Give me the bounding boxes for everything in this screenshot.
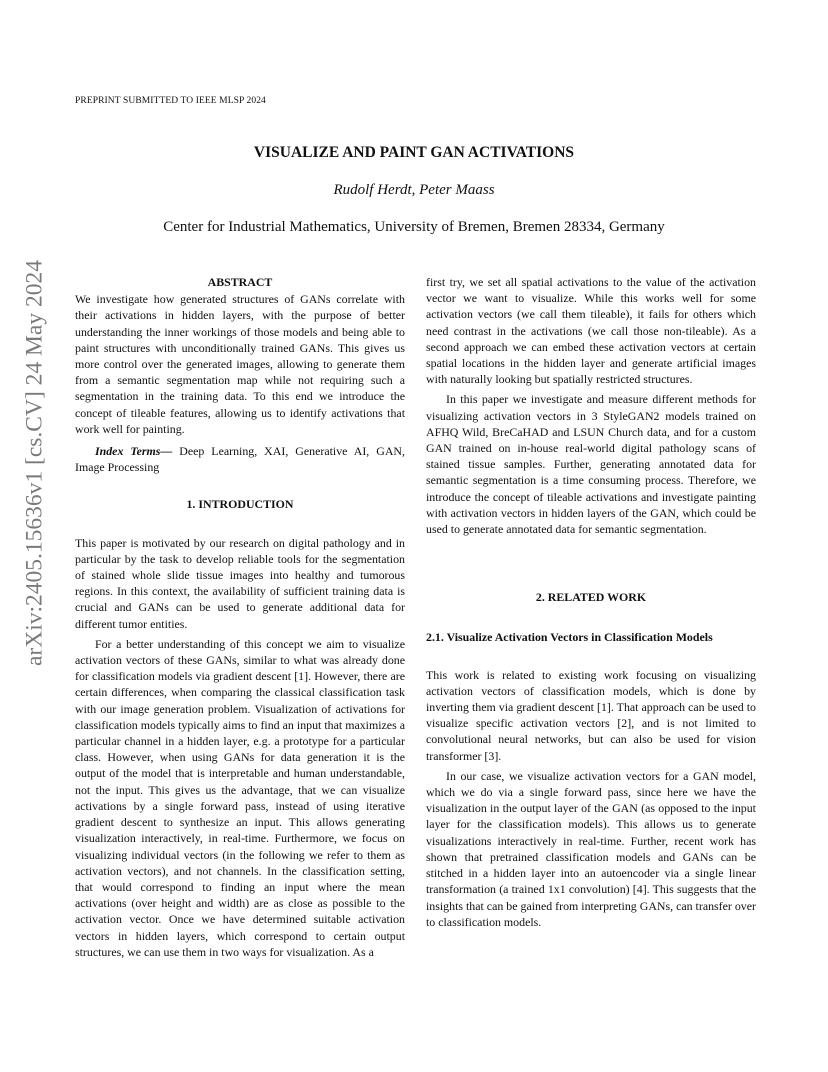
introduction-paragraph-1: This paper is motivated by our research on digital pathology and in particular by the task to develop reliable tools for the segmentation of stained whole slide tissue images into healthy and tumorous regions. In this context, the availability of sufficient training data is crucial and GANs can be used to generate additional data for different tumor entities. [75, 535, 405, 631]
related-work-heading: 2. RELATED WORK [535, 590, 647, 605]
introduction-paragraph-3: first try, we set all spatial activations to the value of the activation vector we want to visualize. While this works well for some activation vectors (we call them tileable), it fails for others which need contrast in the activations (we call those non-tileable). As a second approach we can embed these activation vectors at certain spatial locations in the hidden layer and generate artificial images with naturally looking but spatially restricted structures. [426, 275, 756, 387]
authors: Rudolf Herdt, Peter Maass [333, 182, 495, 198]
index-terms-text: Deep Learning, XAI, Generative AI, GAN, Image Processing [75, 444, 405, 475]
right-column [426, 274, 756, 930]
arxiv-watermark: arXiv:2405.15636v1 [cs.CV] 24 May 2024 [21, 260, 48, 666]
introduction-paragraph-2: For a better understanding of this concept we aim to visualize activation vectors of these GANs, similar to what was already done for classification models via gradient descent [1]. However, there are certain differences, when comparing the classical classification task with our image generation problem. Visualization of activations for classification models typically aims to find an input that maximizes a particular channel in a hidden layer, e.g. a prototype for a particular class. However, when using GANs for data generation it is the output of the model that is interpretable and human understandable, not the input. This gives us the advantage, that we can visualize activations by a single forward pass, instead of using iterative gradient descent to synthesize an input. This allows generating visualization interactively, in real-time. Furthermore, we focus on visualizing individual vectors (in the following we refer to them as activation vectors), and not channels. In the classification setting, that would correspond to finding an input where the mean activations (over height and width) are as close as possible to the activation vector. Once we have determined suitable activation vectors in hidden layers, which correspond to certain output structures, we can use them in two ways for visualization. As a [75, 636, 405, 959]
paper-title: VISUALIZE AND PAINT GAN ACTIVATIONS [253, 144, 575, 161]
index-terms [75, 443, 405, 475]
header-note: PREPRINT SUBMITTED TO IEEE MLSP 2024 [75, 96, 266, 106]
abstract-heading: ABSTRACT [207, 275, 273, 289]
index-terms-label: Index Terms— [95, 444, 173, 459]
related-work-subheading: 2.1. Visualize Activation Vectors in Classification Models [426, 630, 713, 645]
introduction-paragraph-4: In this paper we investigate and measure different methods for visualizing activation vectors in 3 StyleGAN2 models trained on AFHQ Wild, BreCaHAD and LSUN Church data, and for a custom GAN trained on in-house real-world digital pathology scans of stained tissue samples. Further, generating annotated data for semantic segmentation is a time consuming process. Therefore, we introduce the concept of tileable activations and investigate painting with activation vectors in hidden layers of the GAN, which could be used to generate annotated data for semantic segmentation. [426, 392, 756, 537]
affiliation: Center for Industrial Mathematics, University of Bremen, Bremen 28334, Germany [163, 219, 665, 235]
introduction-heading: 1. INTRODUCTION [186, 497, 294, 512]
abstract-text: We investigate how generated structures of GANs correlate with their activations in hidden layers, with the purpose of better understanding the inner workings of those models and being able to paint structures with unconditionally trained GANs. This gives us more control over the generated images, allowing to generate them from a semantic segmentation map while not requiring such a segmentation in the training data. To this end we introduce the concept of tileable features, allowing us to identify activations that work well for painting. [75, 292, 405, 436]
related-work-paragraph-1: This work is related to existing work focusing on visualizing activation vectors of classification models, which is done by inverting them via gradient descent [1]. That approach can be used to visualize specific activation vectors [2], and is not limited to convolutional neural networks, but can also be used for vision transformer [3]. [426, 667, 756, 763]
left-column [75, 274, 405, 960]
related-work-paragraph-2: In our case, we visualize activation vectors for a GAN model, which we do via a single forward pass, since here we have the visualization in the output layer of the GAN (as opposed to the input layer for the classification models). This allows us to generate visualizations interactively in real-time. Further, recent work has shown that pretrained classification models and GANs can be stitched in a hidden layer into an autoencoder via a single linear transformation (a trained 1x1 convolution) [4]. This suggests that the insights that can be gained from interpreting GANs, can transfer over to classification models. [426, 768, 756, 929]
